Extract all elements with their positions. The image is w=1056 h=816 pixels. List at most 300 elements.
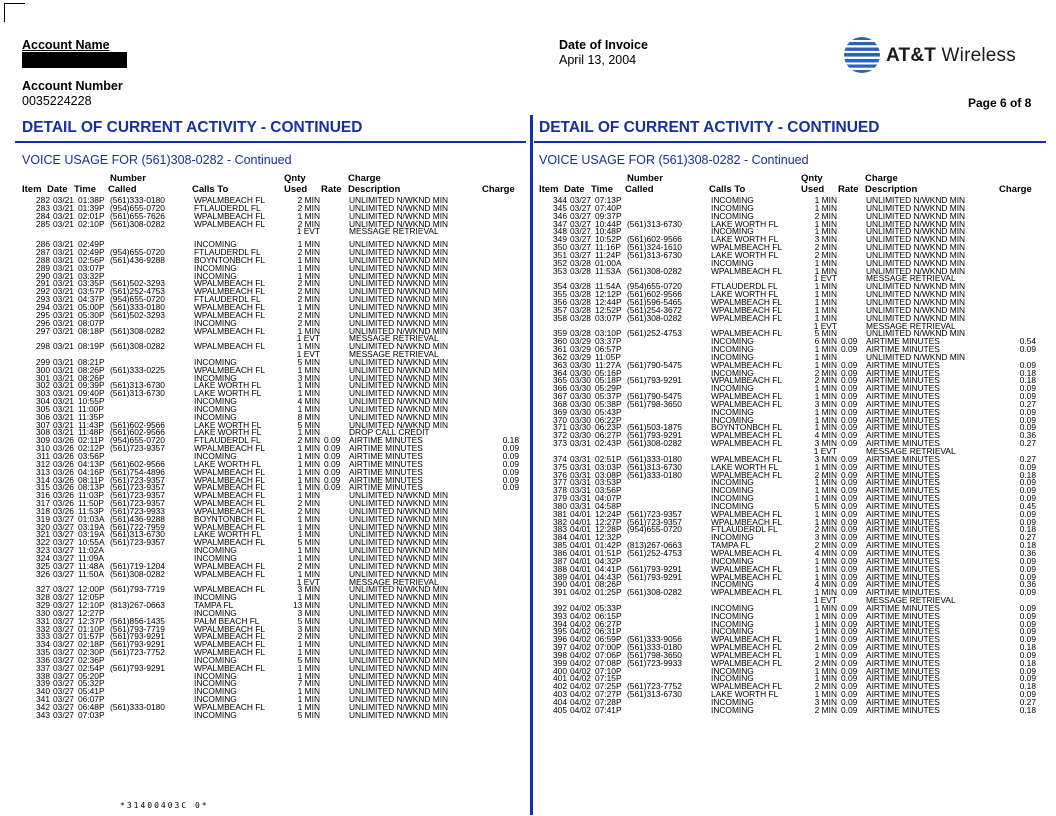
charge: 0.09	[502, 474, 519, 485]
item-number: 380	[553, 500, 567, 511]
call-date: 04/01	[570, 524, 591, 535]
qnty-used: 1 MIN	[814, 304, 837, 315]
qnty-used: 2 MIN	[297, 218, 320, 229]
qnty-used: 13 MIN	[293, 600, 320, 611]
header-description: Description	[865, 184, 918, 195]
item-number: 388	[553, 563, 567, 574]
charge: 0.18	[1019, 367, 1036, 378]
item-number: 393	[553, 610, 567, 621]
call-date: 03/27	[53, 521, 74, 532]
calls-to: WPALMBEACH FL	[711, 571, 783, 582]
charge: 0.09	[1019, 555, 1036, 566]
description: UNLIMITED N/WKND MIN	[349, 631, 449, 642]
item-number: 315	[36, 482, 50, 493]
call-time: 11:50P	[78, 498, 104, 509]
calls-to: INCOMING	[711, 226, 754, 237]
qnty-used: 1 MIN	[297, 270, 320, 281]
number-called: (561)723-7752	[627, 681, 682, 692]
call-date: 03/27	[570, 202, 591, 213]
description: AIRTIME MINUTES	[866, 406, 940, 417]
qnty-used: 2 MIN	[297, 631, 320, 642]
number-called: (561)793-7719	[110, 584, 165, 595]
calls-to: WPALMBEACH FL	[194, 702, 266, 712]
call-date: 03/21	[53, 309, 74, 320]
item-number: 369	[553, 406, 567, 417]
number-called: (561)790-5475	[627, 359, 682, 370]
charge: 0.18	[1019, 642, 1036, 653]
charge: 0.09	[1019, 477, 1036, 488]
item-number: 327	[36, 584, 50, 595]
rate: 0.09	[841, 704, 858, 715]
call-time: 11:54A	[595, 281, 621, 292]
footer-barcode-text: *31400403C 0*	[120, 801, 209, 810]
charge: 0.18	[1019, 681, 1036, 692]
call-time: 05:33P	[595, 602, 622, 613]
call-time: 04:37P	[78, 294, 105, 305]
call-time: 03:57P	[78, 286, 105, 297]
call-date: 04/01	[570, 571, 591, 582]
item-number: 342	[36, 702, 50, 712]
calls-to: INCOMING	[194, 372, 237, 383]
call-date: 03/27	[53, 639, 74, 650]
charge: 0.27	[1019, 697, 1036, 707]
calls-to: FTLAUDERDL FL	[711, 524, 778, 535]
description: UNLIMITED N/WKND MIN	[349, 505, 449, 516]
charge: 0.27	[1019, 532, 1036, 543]
charge: 0.18	[1019, 540, 1036, 551]
description: AIRTIME MINUTES	[866, 642, 940, 653]
call-date: 03/30	[570, 391, 591, 402]
calls-to: WPALMBEACH FL	[194, 325, 266, 336]
description: UNLIMITED N/WKND MIN	[349, 411, 449, 422]
call-date: 03/30	[570, 359, 591, 370]
description: AIRTIME MINUTES	[866, 398, 940, 409]
calls-to: FTLAUDERDL FL	[194, 202, 261, 213]
calls-to: WPALMBEACH FL	[194, 623, 266, 634]
item-number: 378	[553, 485, 567, 496]
call-time: 12:00P	[78, 584, 105, 595]
call-date: 03/26	[53, 505, 74, 516]
calls-to: WPALMBEACH FL	[194, 466, 266, 477]
item-number: 287	[36, 247, 50, 258]
qnty-used: 2 MIN	[297, 317, 320, 328]
description: UNLIMITED N/WKND MIN	[866, 234, 966, 245]
item-number: 358	[553, 312, 567, 323]
description: UNLIMITED N/WKND MIN	[349, 317, 449, 328]
call-date: 03/30	[570, 422, 591, 433]
call-date: 03/27	[53, 592, 74, 603]
call-date: 04/01	[570, 508, 591, 519]
item-number: 351	[553, 249, 567, 260]
call-time: 01:00A	[595, 257, 622, 268]
number-called: (561)313-6730	[627, 461, 682, 472]
number-called: (561)252-4753	[627, 328, 682, 339]
item-number: 313	[36, 466, 50, 477]
description: UNLIMITED N/WKND MIN	[349, 607, 449, 618]
call-date: 03/27	[53, 662, 74, 673]
item-number: 329	[36, 600, 50, 611]
qnty-used: 2 MIN	[297, 309, 320, 320]
item-number: 364	[553, 367, 567, 378]
call-time: 11:24P	[595, 249, 621, 260]
header-number: Number	[110, 173, 146, 184]
call-time: 02:30P	[78, 647, 105, 658]
charge: 0.09	[1019, 344, 1036, 355]
item-number: 392	[553, 602, 567, 613]
description: UNLIMITED N/WKND MIN	[349, 325, 449, 336]
item-number: 294	[36, 301, 50, 312]
item-number: 345	[553, 202, 567, 213]
item-number: 283	[36, 202, 50, 213]
call-date: 03/21	[53, 301, 74, 312]
item-number: 296	[36, 317, 50, 328]
calls-to: INCOMING	[194, 678, 237, 689]
description: UNLIMITED N/WKND MIN	[349, 647, 449, 658]
charge: 0.09	[1019, 359, 1036, 370]
item-number: 300	[36, 364, 50, 375]
call-date: 04/02	[570, 610, 591, 621]
call-date: 04/02	[570, 587, 591, 598]
rate: 0.09	[324, 482, 341, 493]
description: AIRTIME MINUTES	[866, 571, 940, 582]
call-time: 08:26P	[78, 364, 105, 375]
qnty-used: 1 MIN	[814, 422, 837, 433]
call-date: 04/01	[570, 579, 591, 590]
qnty-used: 1 MIN	[814, 218, 837, 229]
number-called: (561)723-9933	[627, 657, 682, 668]
call-time: 10:55P	[78, 396, 105, 407]
description: UNLIMITED N/WKND MIN	[349, 239, 449, 250]
rate: 0.09	[841, 555, 858, 566]
call-time: 02:11P	[78, 435, 104, 446]
call-date: 03/21	[53, 286, 74, 297]
number-called: (561)333-0180	[110, 301, 165, 312]
call-time: 08:26P	[78, 372, 105, 383]
description: MESSAGE RETRIEVAL	[349, 333, 439, 344]
charge: 0.18	[1019, 375, 1036, 386]
qnty-used: 1 MIN	[297, 529, 320, 540]
number-called: (561)313-6730	[110, 529, 165, 540]
number-called: (561)602-9566	[110, 419, 165, 430]
calls-to: INCOMING	[711, 351, 754, 362]
call-date: 03/31	[570, 477, 591, 488]
call-time: 11:27A	[595, 359, 621, 370]
call-time: 12:05P	[78, 592, 105, 603]
call-time: 06:23P	[595, 422, 622, 433]
qnty-used: 1 EVT	[813, 320, 837, 331]
call-time: 02:36P	[78, 654, 105, 665]
item-number: 284	[36, 210, 50, 221]
number-called: (561)308-0282	[110, 325, 165, 336]
qnty-used: 3 MIN	[297, 372, 320, 383]
qnty-used: 2 MIN	[814, 375, 837, 386]
description: UNLIMITED N/WKND MIN	[349, 490, 449, 501]
call-time: 02:51P	[595, 453, 622, 464]
charge: 0.09	[1019, 485, 1036, 496]
calls-to: PALM BEACH FL	[194, 615, 260, 626]
call-date: 03/31	[570, 493, 591, 504]
call-time: 11:50A	[78, 568, 104, 579]
title-rule-right	[534, 141, 1046, 143]
rate: 0.09	[841, 524, 858, 535]
call-date: 04/02	[570, 618, 591, 629]
calls-to: WPALMBEACH FL	[194, 301, 266, 312]
call-date: 03/27	[53, 694, 74, 705]
call-time: 04:13P	[78, 458, 105, 469]
header-description: Description	[348, 184, 401, 195]
call-time: 12:52P	[595, 304, 622, 315]
call-time: 09:37P	[595, 210, 622, 221]
call-date: 03/27	[570, 210, 591, 221]
call-date: 03/27	[53, 607, 74, 618]
table-row	[22, 570, 527, 578]
qnty-used: 1 MIN	[814, 406, 837, 417]
description: AIRTIME MINUTES	[866, 532, 940, 543]
item-number: 285	[36, 218, 50, 229]
usage-table-right	[539, 173, 1044, 714]
description: AIRTIME MINUTES	[866, 422, 940, 433]
calls-to: INCOMING	[711, 610, 754, 621]
description: UNLIMITED N/WKND MIN	[866, 265, 966, 276]
qnty-used: 1 MIN	[814, 359, 837, 370]
calls-to: BOYNTONBCH FL	[194, 254, 266, 265]
call-time: 08:11P	[78, 474, 104, 485]
qnty-used: 1 MIN	[297, 380, 320, 391]
description: UNLIMITED N/WKND MIN	[349, 380, 449, 391]
qnty-used: 1 EVT	[813, 273, 837, 284]
call-time: 03:56P	[595, 485, 622, 496]
call-date: 03/27	[570, 195, 591, 205]
call-date: 03/26	[53, 482, 74, 493]
rate: 0.09	[841, 438, 858, 449]
calls-to: WPALMBEACH FL	[711, 304, 783, 315]
calls-to: WPALMBEACH FL	[711, 312, 783, 323]
number-called: (561)793-9291	[627, 375, 682, 386]
call-date: 03/21	[53, 218, 74, 229]
account-number: 0035224228	[22, 94, 92, 108]
header-qnty: Qnty	[801, 173, 823, 184]
charge: 0.09	[1019, 634, 1036, 645]
item-number: 316	[36, 490, 50, 501]
item-number: 335	[36, 647, 50, 658]
item-number: 382	[553, 516, 567, 527]
calls-to: WPALMBEACH FL	[711, 438, 783, 449]
qnty-used: 2 MIN	[814, 642, 837, 653]
call-date: 03/27	[53, 584, 74, 595]
call-time: 04:58P	[595, 500, 622, 511]
description: AIRTIME MINUTES	[866, 500, 940, 511]
call-date: 03/21	[53, 427, 74, 438]
charge: 0.09	[1019, 571, 1036, 582]
rate: 0.09	[841, 422, 858, 433]
calls-to: FTLAUDERDL FL	[711, 281, 778, 292]
qnty-used: 1 MIN	[297, 592, 320, 603]
description: UNLIMITED N/WKND MIN	[349, 388, 449, 399]
description: UNLIMITED N/WKND MIN	[349, 498, 449, 509]
rate: 0.09	[841, 681, 858, 692]
call-date: 03/28	[570, 296, 591, 307]
header-charge: Charge	[999, 184, 1032, 195]
description: AIRTIME MINUTES	[866, 673, 940, 684]
item-number: 350	[553, 242, 567, 253]
description: AIRTIME MINUTES	[866, 649, 940, 660]
item-number: 371	[553, 422, 567, 433]
calls-to: WPALMBEACH FL	[194, 195, 266, 205]
description: AIRTIME MINUTES	[866, 697, 940, 707]
number-called: (561)503-1875	[627, 422, 682, 433]
description: AIRTIME MINUTES	[866, 665, 940, 676]
qnty-used: 1 MIN	[297, 490, 320, 501]
qnty-used: 2 MIN	[814, 540, 837, 551]
calls-to: INCOMING	[194, 396, 237, 407]
calls-to: WPALMBEACH FL	[711, 547, 783, 558]
call-date: 03/27	[53, 670, 74, 681]
calls-to: LAKE WORTH FL	[711, 461, 779, 472]
item-number: 325	[36, 560, 50, 571]
qnty-used: 2 MIN	[814, 242, 837, 253]
calls-to: LAKE WORTH FL	[194, 388, 262, 399]
call-time: 10:55A	[78, 537, 105, 548]
calls-to: WPALMBEACH FL	[194, 584, 266, 595]
calls-to: WPALMBEACH FL	[711, 681, 783, 692]
call-time: 03:10P	[595, 328, 622, 339]
att-wireless-logo	[842, 35, 1022, 75]
description: UNLIMITED N/WKND MIN	[349, 270, 449, 281]
number-called: (561)308-0282	[627, 587, 682, 598]
qnty-used: 1 MIN	[297, 451, 320, 461]
item-number: 337	[36, 662, 50, 673]
description: AIRTIME MINUTES	[866, 367, 940, 378]
qnty-used: 2 MIN	[297, 435, 320, 446]
calls-to: WPALMBEACH FL	[711, 242, 783, 253]
description: UNLIMITED N/WKND MIN	[349, 615, 449, 626]
call-time: 11:03P	[78, 490, 104, 501]
calls-to: INCOMING	[711, 195, 754, 205]
header-qnty: Qnty	[284, 173, 306, 184]
calls-to: INCOMING	[194, 670, 237, 681]
calls-to: LAKE WORTH FL	[711, 218, 779, 229]
description: UNLIMITED N/WKND MIN	[349, 419, 449, 430]
call-time: 08:21P	[78, 356, 105, 367]
call-date: 03/30	[570, 367, 591, 378]
description: UNLIMITED N/WKND MIN	[349, 600, 449, 611]
qnty-used: 5 MIN	[814, 500, 837, 511]
item-number: 305	[36, 403, 50, 414]
calls-to: INCOMING	[711, 618, 754, 629]
charge: 0.18	[1019, 524, 1036, 535]
call-time: 01:25P	[595, 587, 622, 598]
calls-to: WPALMBEACH FL	[711, 359, 783, 370]
call-date: 03/29	[570, 344, 591, 355]
call-date: 03/28	[570, 312, 591, 323]
qnty-used: 5 MIN	[297, 356, 320, 367]
item-number: 360	[553, 336, 567, 347]
calls-to: WPALMBEACH FL	[194, 662, 266, 673]
number-called: (561)313-6730	[627, 218, 682, 229]
calls-to: TAMPA FL	[194, 600, 234, 611]
item-number: 334	[36, 639, 50, 650]
rate: 0.09	[841, 634, 858, 645]
charge: 0.09	[1019, 414, 1036, 425]
number-called: (561)655-7626	[110, 210, 165, 221]
qnty-used: 1 MIN	[814, 626, 837, 637]
description: UNLIMITED N/WKND MIN	[866, 202, 966, 213]
qnty-used: 1 MIN	[814, 563, 837, 574]
description: AIRTIME MINUTES	[866, 469, 940, 480]
call-date: 03/26	[53, 474, 74, 485]
call-time: 09:40P	[78, 388, 105, 399]
account-name-redaction	[22, 52, 127, 68]
number-called: (954)655-0720	[627, 524, 682, 535]
calls-to: INCOMING	[194, 592, 237, 603]
charge: 0.09	[502, 451, 519, 461]
calls-to: WPALMBEACH FL	[194, 286, 266, 297]
calls-to: BOYNTONBCH FL	[194, 513, 266, 524]
att-globe-icon	[842, 35, 882, 75]
calls-to: WPALMBEACH FL	[711, 391, 783, 402]
item-number: 320	[36, 521, 50, 532]
section-title-right: DETAIL OF CURRENT ACTIVITY - CONTINUED	[539, 119, 880, 136]
qnty-used: 1 MIN	[297, 466, 320, 477]
call-date: 03/21	[53, 247, 74, 258]
qnty-used: 1 MIN	[297, 686, 320, 697]
calls-to: INCOMING	[194, 317, 237, 328]
number-called: (561)793-9291	[110, 631, 165, 642]
call-date: 03/27	[570, 218, 591, 229]
qnty-used: 2 MIN	[814, 681, 837, 692]
charge: 0.09	[1019, 461, 1036, 472]
item-number: 401	[553, 673, 567, 684]
qnty-used: 1 MIN	[297, 474, 320, 485]
item-number: 365	[553, 375, 567, 386]
item-number: 352	[553, 257, 567, 268]
rate: 0.09	[841, 649, 858, 660]
qnty-used: 1 MIN	[297, 545, 320, 556]
charge: 0.09	[1019, 383, 1036, 394]
call-time: 11:00P	[78, 403, 104, 414]
item-number: 395	[553, 626, 567, 637]
description: UNLIMITED N/WKND MIN	[349, 521, 449, 532]
call-time: 07:27P	[595, 689, 622, 700]
item-number: 377	[553, 477, 567, 488]
item-number: 338	[36, 670, 50, 681]
item-number: 385	[553, 540, 567, 551]
description: UNLIMITED N/WKND MIN	[349, 210, 449, 221]
description: AIRTIME MINUTES	[866, 485, 940, 496]
calls-to: WPALMBEACH FL	[194, 647, 266, 658]
calls-to: WPALMBEACH FL	[194, 218, 266, 229]
call-date: 03/21	[53, 380, 74, 391]
number-called: (561)502-3293	[110, 309, 165, 320]
description: DROP CALL CREDIT	[349, 427, 430, 438]
qnty-used: 3 MIN	[297, 607, 320, 618]
number-called: (561)602-9566	[627, 289, 682, 300]
qnty-used: 1 MIN	[814, 414, 837, 425]
qnty-used: 2 MIN	[297, 202, 320, 213]
item-number: 374	[553, 453, 567, 464]
call-date: 03/21	[53, 419, 74, 430]
call-date: 03/26	[53, 435, 74, 446]
item-number: 328	[36, 592, 50, 603]
call-date: 04/02	[570, 657, 591, 668]
item-number: 293	[36, 294, 50, 305]
call-time: 10:48P	[595, 226, 622, 237]
call-time: 06:22P	[595, 414, 622, 425]
call-date: 03/21	[53, 356, 74, 367]
call-date: 04/01	[570, 547, 591, 558]
calls-to: WPALMBEACH FL	[194, 210, 266, 221]
qnty-used: 5 MIN	[814, 328, 837, 339]
